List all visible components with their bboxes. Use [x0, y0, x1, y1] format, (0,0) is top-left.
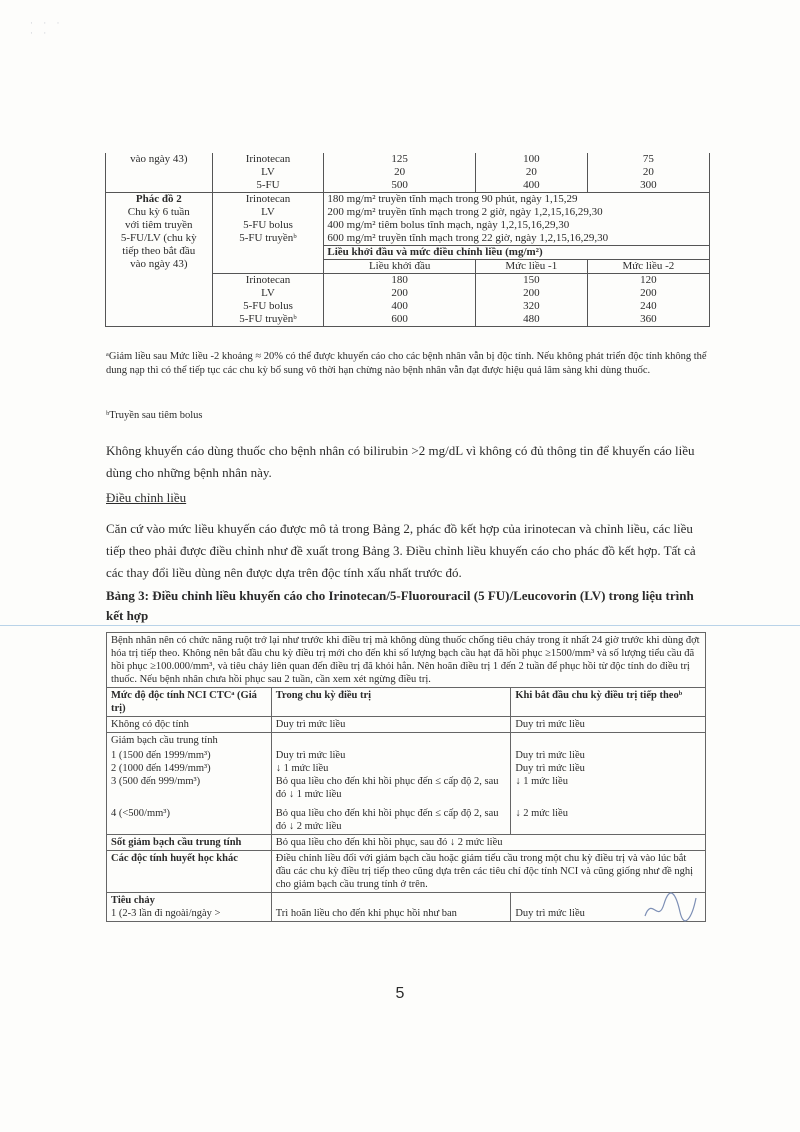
value-cell: 75	[587, 153, 709, 166]
regimen-2-desc: tiếp theo bắt đầu	[122, 245, 196, 257]
value-cell: 120	[587, 274, 709, 288]
grade-cell: Không có độc tính	[107, 717, 272, 733]
dose-header: Liều khởi đầu và mức điều chỉnh liều (mg/m²)	[324, 246, 710, 260]
value-cell: 200	[324, 287, 476, 300]
grade-line: 1 (1500 đến 1999/mm³)	[111, 750, 211, 761]
page-number: 5	[395, 985, 405, 1002]
column-header: Mức liều -2	[587, 260, 709, 274]
schedule-cell: 180 mg/m² truyền tĩnh mạch trong 90 phút, ngày 1,15,29	[324, 193, 710, 207]
value-cell: 500	[324, 179, 476, 193]
next-cell: Duy trì mức liều	[511, 893, 706, 922]
value-cell: 320	[475, 300, 587, 313]
neutropenia-grades	[107, 733, 272, 835]
value-cell: 400	[475, 179, 587, 193]
table3-caption: Bảng 3: Điều chỉnh liều khuyến cáo cho Irinotecan/5-Fluorouracil (5 FU)/Leucovorin (LV) trong liệu trình kết hợp	[106, 588, 694, 623]
drug-cell: Irinotecan	[212, 153, 324, 166]
drug-cell: Irinotecan	[212, 193, 324, 207]
during-line: Bỏ qua liều cho đến khi hồi phục đến ≤ cấp độ 2, sau đó ↓ 2 mức liều	[275, 808, 499, 832]
value-cell: 300	[587, 179, 709, 193]
column-header: Khi bắt đầu chu kỳ điều trị tiếp theoᵇ	[511, 688, 706, 717]
other-heme-label: Các độc tính huyết học khác	[107, 851, 272, 893]
next-line: Duy trì mức liều	[515, 763, 585, 774]
next-cell: Duy trì mức liều	[511, 717, 706, 733]
drug-cell: 5-FU truyềnᵇ	[212, 232, 324, 246]
grade-line: 1 (2-3 lần đi ngoài/ngày >	[111, 908, 221, 919]
next-line: ↓ 2 mức liều	[515, 808, 568, 819]
value-cell: 600	[324, 313, 476, 327]
adjust-paragraph: Căn cứ vào mức liều khuyến cáo được mô tả trong Bảng 2, phác đồ kết hợp của irinotecan và chỉnh liều, các liều tiếp theo phải được điều chỉnh như đề xuất trong Bảng 3. Điều chỉnh liều khuyến cáo cho phác đồ kết hợp. Tất cả các thay đổi liều dùng nên được dựa trên độc tính xấu nhất trước đó.	[106, 521, 696, 580]
footnote-b: ᵇTruyền sau tiêm bolus	[106, 410, 203, 421]
value-cell: 125	[324, 153, 476, 166]
dose-regimen-table	[105, 153, 710, 327]
value-cell: 240	[587, 300, 709, 313]
next-line: ↓ 1 mức liều	[515, 776, 568, 787]
neutropenia-next	[511, 733, 706, 835]
drug-cell: LV	[212, 287, 324, 300]
scan-line	[0, 625, 800, 626]
schedule-cell: 400 mg/m² tiêm bolus tĩnh mạch, ngày 1,2,15,16,29,30	[324, 219, 710, 232]
diarrhea-title: Tiêu chảy	[111, 895, 155, 906]
dose-adjust-table	[106, 632, 706, 922]
value-cell: 200	[475, 287, 587, 300]
drug-cell: 5-FU bolus	[212, 219, 324, 232]
febrile-action: Bỏ qua liều cho đến khi hồi phục, sau đó ↓ 2 mức liều	[271, 835, 705, 851]
value-cell: 150	[475, 274, 587, 288]
other-heme-action: Điều chỉnh liều đối với giảm bạch cầu hoặc giảm tiểu cầu trong một chu kỳ điều trị và vào lúc bắt đầu các chu kỳ điều trị tiếp theo cũng dựa trên các tiêu chí độc tính NCI và cũng giống như đề nghị cho giảm bạch cầu trung tính ở trên.	[271, 851, 705, 893]
value-cell: 480	[475, 313, 587, 327]
neutropenia-title: Giảm bạch cầu trung tính	[111, 735, 218, 746]
value-cell: 100	[475, 153, 587, 166]
grade-line: 3 (500 đến 999/mm³)	[111, 776, 201, 787]
febrile-label: Sốt giảm bạch cầu trung tính	[107, 835, 272, 851]
drug-cell: LV	[212, 206, 324, 219]
drug-cell: 5-FU bolus	[212, 300, 324, 313]
schedule-cell: 200 mg/m² truyền tĩnh mạch trong 2 giờ, ngày 1,2,15,16,29,30	[324, 206, 710, 219]
column-header: Mức liều -1	[475, 260, 587, 274]
during-line: ↓ 1 mức liều	[275, 763, 329, 774]
regimen-2-title: Phác đồ 2	[135, 193, 182, 205]
value-cell: 20	[587, 166, 709, 179]
value-cell: 20	[324, 166, 476, 179]
column-header: Liều khởi đầu	[324, 260, 476, 274]
grade-line: 4 (<500/mm³)	[111, 808, 170, 819]
section-title: Điều chỉnh liều	[106, 490, 187, 505]
diarrhea-cell	[107, 893, 272, 922]
column-header: Trong chu kỳ điều trị	[271, 688, 511, 717]
column-header: Mức độ độc tính NCI CTCᵃ (Giá trị)	[107, 688, 272, 717]
signature-mark	[640, 888, 700, 928]
during-line: Bỏ qua liều cho đến khi hồi phục đến ≤ cấp độ 2, sau đó ↓ 1 mức liều	[275, 776, 499, 800]
scan-mark: · · · · ·	[30, 18, 64, 38]
drug-cell: 5-FU truyềnᵇ	[212, 313, 324, 327]
bilirubin-paragraph: Không khuyến cáo dùng thuốc cho bệnh nhân có bilirubin >2 mg/dL vì không có đủ thông tin để khuyến cáo liều dùng cho những bệnh nhân này.	[106, 443, 695, 480]
next-line: Duy trì mức liều	[515, 750, 585, 761]
value-cell: 180	[324, 274, 476, 288]
grade-line: 2 (1000 đến 1499/mm³)	[111, 763, 211, 774]
value-cell: 360	[587, 313, 709, 327]
schedule-cell: 600 mg/m² truyền tĩnh mạch trong 22 giờ, ngày 1,2,15,16,29,30	[324, 232, 710, 246]
value-cell: 20	[475, 166, 587, 179]
footnote-a: ᵃGiảm liều sau Mức liều -2 khoảng ≈ 20% có thể được khuyến cáo cho các bệnh nhân vẫn bị độc tính. Nếu không phát triển độc tính không thể dung nạp thì có thể tiếp tục các chu kỳ bổ sung vô thời hạn chừng nào bệnh nhân vẫn đạt được hiệu quả lâm sàng khi dùng thuốc.	[106, 351, 707, 376]
group1-label: vào ngày 43)	[106, 153, 213, 166]
table3-intro: Bệnh nhân nên có chức năng ruột trở lại như trước khi điều trị mà không dùng thuốc chống tiêu chảy trong ít nhất 24 giờ trước khi dùng đợt hóa trị tiếp theo. Không nên bắt đầu chu kỳ điều trị mới cho đến khi số lượng bạch cầu hạt đã hồi phục ≥1500/mm³ và số lượng tiểu cầu đã hồi phục ≥100.000/mm³, và tiêu chảy liên quan đến điều trị đã khỏi hẳn. Nên hoãn điều trị 1 đến 2 tuần để phục hồi từ độc tính do điều trị thuốc. Nếu bệnh nhân chưa hồi phục sau 2 tuần, cần xem xét ngừng điều trị.	[107, 633, 706, 688]
during-line: Duy trì mức liều	[275, 750, 346, 761]
regimen-2-cell	[106, 193, 213, 274]
regimen-2-desc: vào ngày 43)	[130, 258, 188, 270]
regimen-2-desc: Chu kỳ 6 tuần	[127, 206, 190, 218]
regimen-2-desc: với tiêm truyền	[125, 219, 193, 231]
during-cell: Trì hoãn liều cho đến khi phục hồi như ban	[271, 893, 511, 922]
drug-cell: 5-FU	[212, 179, 324, 193]
value-cell: 400	[324, 300, 476, 313]
during-cell: Duy trì mức liều	[271, 717, 511, 733]
drug-cell: LV	[212, 166, 324, 179]
drug-cell: Irinotecan	[212, 274, 324, 288]
value-cell: 200	[587, 287, 709, 300]
regimen-2-desc: 5-FU/LV (chu kỳ	[120, 232, 197, 244]
neutropenia-during	[271, 733, 511, 835]
